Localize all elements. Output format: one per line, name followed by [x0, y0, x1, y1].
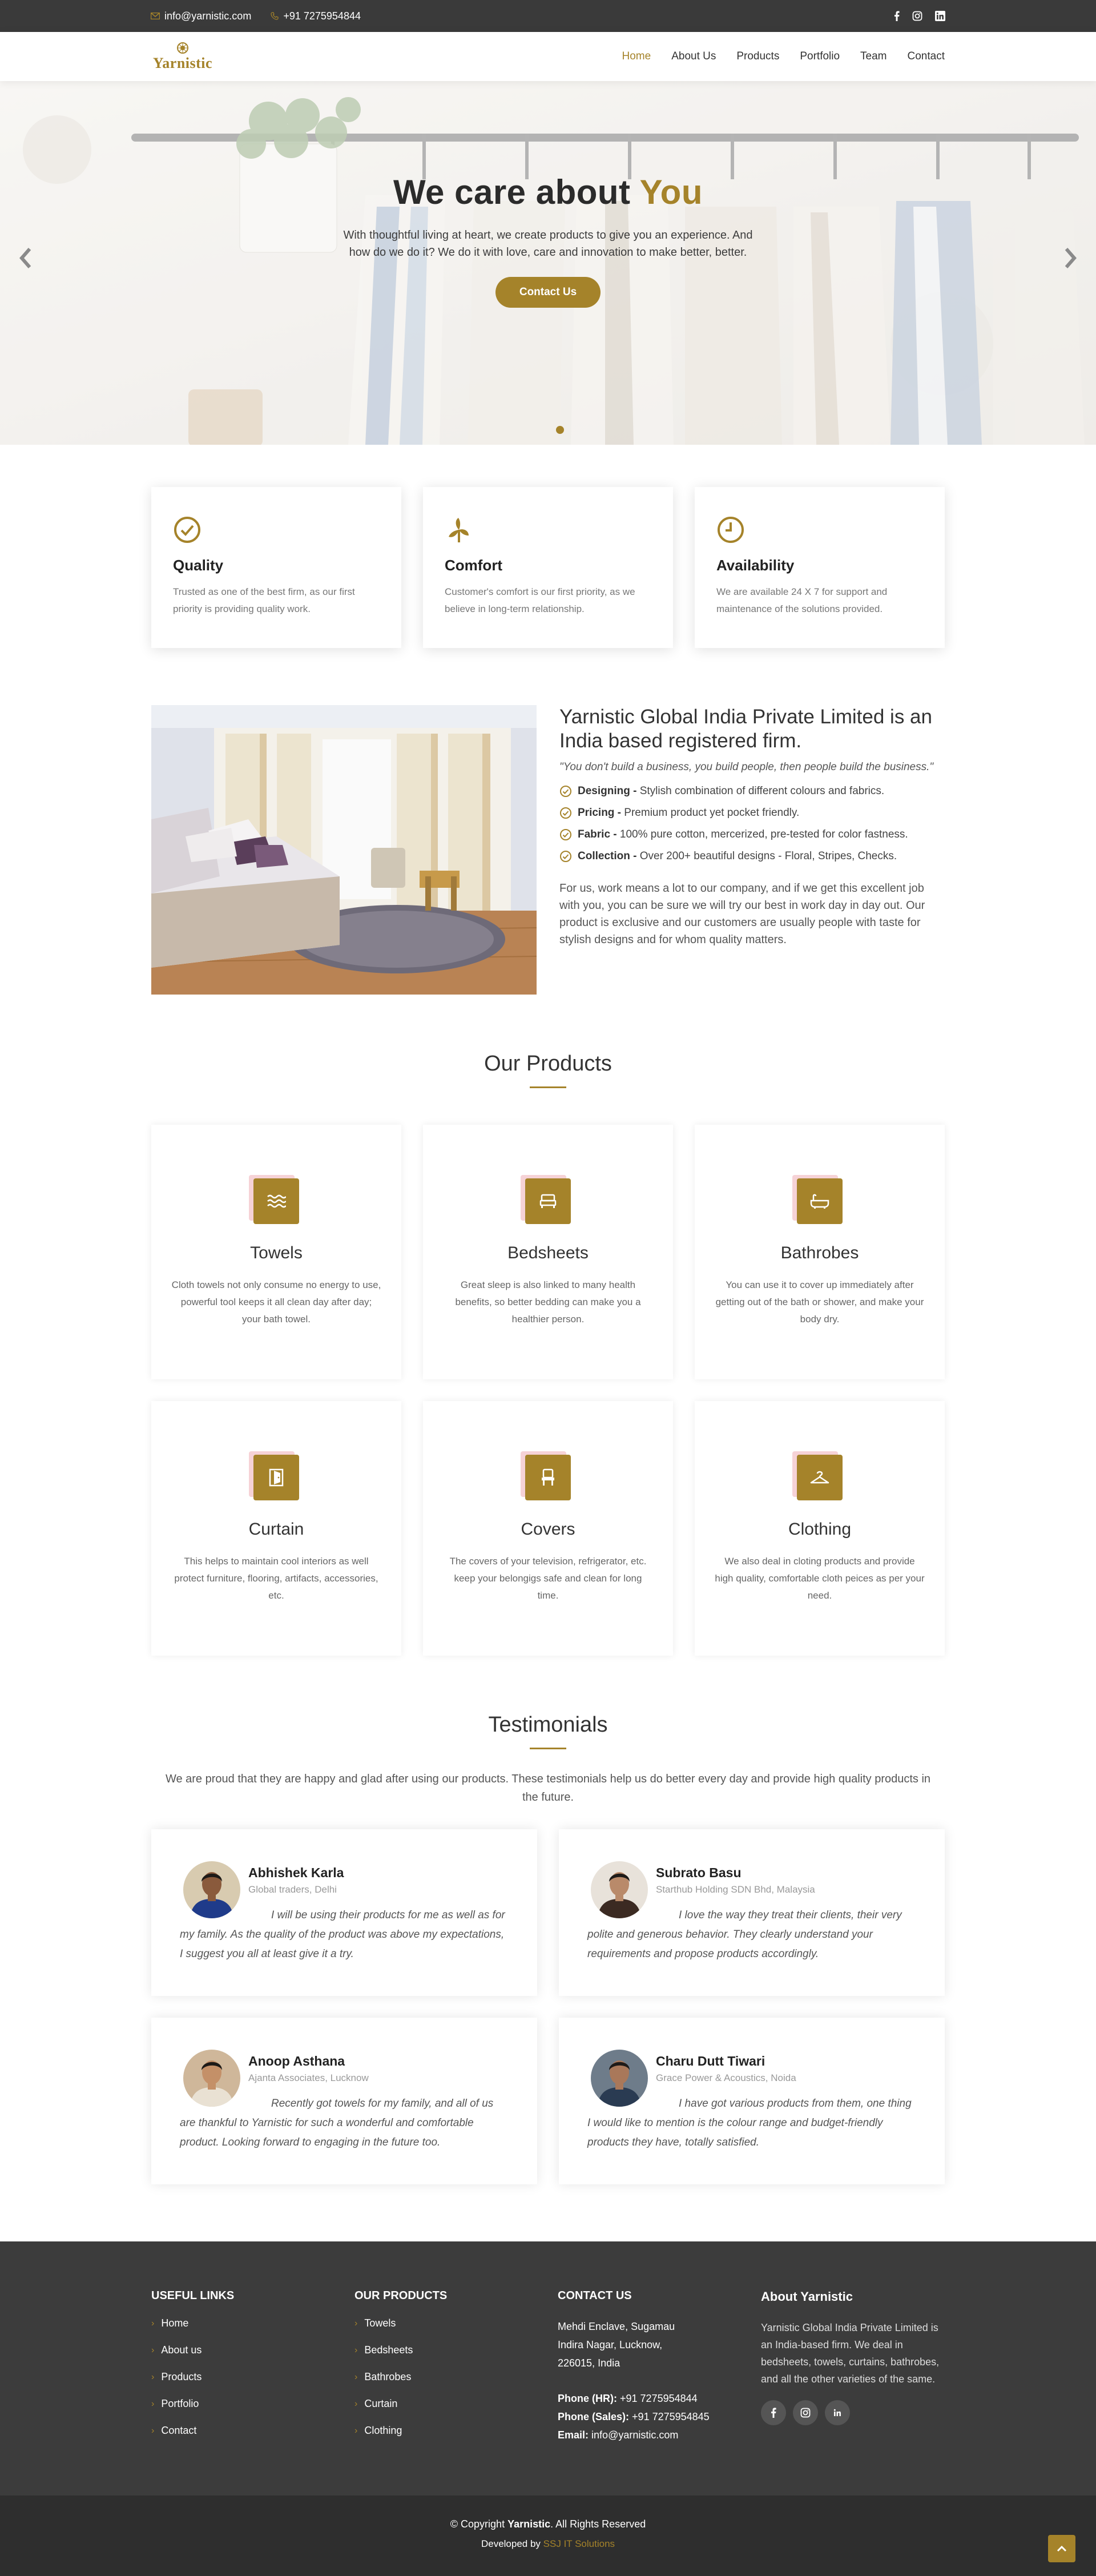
product-title: Clothing — [788, 1520, 852, 1539]
footer-email[interactable]: info@yarnistic.com — [591, 2429, 679, 2441]
chevron-right-icon: › — [354, 2372, 358, 2382]
feature-title: Quality — [173, 557, 224, 574]
facebook-icon[interactable] — [761, 2400, 786, 2425]
phone-hr[interactable]: +91 7275954844 — [620, 2393, 698, 2404]
about-point-label: Collection - — [578, 850, 637, 862]
topbar-email[interactable] — [151, 10, 251, 22]
title-underline — [530, 1086, 566, 1088]
product-card-covers[interactable] — [423, 1401, 673, 1656]
footer-heading: CONTACT US — [558, 2289, 632, 2302]
chair-icon — [525, 1455, 571, 1500]
about-point-label: Pricing - — [578, 807, 622, 819]
products-heading — [151, 1052, 945, 1088]
hero-title-accent: You — [639, 173, 703, 211]
envelope-icon — [151, 13, 160, 19]
footer-phones — [558, 2389, 761, 2444]
linkedin-icon[interactable] — [935, 11, 945, 21]
hero-carousel — [0, 81, 1096, 445]
testimonial-text: Recently got towels for my family, and all of us are thankful to Yarnistic for such a wonderful and comfortable product. Looking forward to engaging in the future too. — [180, 2098, 494, 2148]
hanger-icon — [797, 1455, 843, 1500]
about-point — [559, 828, 945, 841]
feature-text: Trusted as one of the best firm, as our first priority is providing quality work. — [173, 586, 355, 614]
products-grid — [151, 1125, 945, 1656]
feature-card-availability — [695, 487, 945, 648]
door-icon — [253, 1455, 299, 1500]
testimonial-card — [559, 1829, 945, 1996]
footer-link-label: Bedsheets — [364, 2344, 413, 2356]
testimonials-heading — [151, 1713, 945, 1749]
footer-link-label: Portfolio — [161, 2398, 199, 2409]
footer-link[interactable] — [354, 2371, 558, 2383]
footer-about-text: Yarnistic Global India Private Limited is an India-based firm. We deal in bedsheets, towels, curtains, bathrobes, and all the other varieties of the same. — [761, 2322, 940, 2385]
copyright-prefix: © Copyright — [450, 2518, 505, 2530]
address-line: Mehdi Enclave, Sugamau — [558, 2321, 675, 2332]
check-circle-icon — [173, 516, 202, 544]
product-text: We also deal in cloting products and provide high quality, comfortable cloth peices as per your need. — [715, 1556, 925, 1601]
hero-text: With thoughtful living at heart, we create products to give you an experience. And how do we do it? We do it with love, care and innovation to make better, better. — [343, 229, 753, 259]
main-nav — [622, 50, 945, 63]
hero-title-main: We care about — [393, 173, 631, 211]
product-title: Covers — [521, 1520, 575, 1539]
about-quote: "You don't build a business, you build people, then people build the business." — [559, 761, 934, 773]
about-point — [559, 850, 945, 863]
fan-icon — [445, 516, 473, 544]
email-label: Email: — [558, 2429, 589, 2441]
testimonial-card — [559, 2018, 945, 2184]
testimonial-text: I love the way they treat their clients, their very polite and generous behavior. They clearly understand your requirements and propose products accordingly. — [587, 1909, 902, 1960]
testimonial-company: Global traders, Delhi — [248, 1884, 337, 1895]
top-bar — [0, 0, 1096, 32]
waves-icon — [253, 1178, 299, 1224]
avatar — [183, 2050, 240, 2107]
testimonial-name: Abhishek Karla — [248, 1865, 344, 1880]
copyright-suffix: . All Rights Reserved — [550, 2518, 646, 2530]
about-paragraph: For us, work means a lot to our company, and if we get this excellent job with you, you can be sure we will try our best in work day in day out. Our product is exclusive and our customers are usually people with taste for stylish designs and for whom quality matters. — [559, 882, 925, 946]
features-row — [151, 487, 945, 648]
carousel-next-icon[interactable] — [1064, 247, 1078, 269]
logo-text: Yarnistic — [152, 55, 213, 71]
logo-emblem-icon — [175, 41, 191, 55]
feature-text: We are available 24 X 7 for support and maintenance of the solutions provided. — [716, 586, 888, 614]
footer-link[interactable] — [151, 2398, 354, 2410]
testimonial-company: Ajanta Associates, Lucknow — [248, 2072, 369, 2083]
hero-content — [0, 172, 1096, 308]
developed-by-label: Developed by — [481, 2538, 541, 2549]
nav-portfolio[interactable]: Portfolio — [800, 50, 840, 62]
instagram-icon[interactable] — [912, 11, 922, 21]
phone-icon — [271, 12, 279, 20]
product-title: Bathrobes — [780, 1243, 859, 1262]
product-card-bathrobes[interactable] — [695, 1125, 945, 1379]
testimonial-name: Charu Dutt Tiwari — [656, 2054, 765, 2068]
chevron-right-icon: › — [151, 2372, 155, 2382]
footer-link-label: Towels — [364, 2317, 396, 2329]
product-title: Bedsheets — [507, 1243, 589, 1262]
nav-home[interactable]: Home — [622, 50, 651, 62]
topbar-email-text: info@yarnistic.com — [164, 10, 252, 22]
facebook-icon[interactable] — [894, 11, 900, 21]
footer-heading: About Yarnistic — [761, 2289, 853, 2304]
about-point-text: Over 200+ beautiful designs - Floral, Stripes, Checks. — [639, 850, 897, 862]
chevron-right-icon: › — [151, 2345, 155, 2355]
product-text: The covers of your television, refrigerator, etc. keep your belongigs safe and clean for long time. — [449, 1556, 647, 1601]
product-text: This helps to maintain cool interiors as well protect furniture, flooring, artifacts, accessories, etc. — [174, 1556, 378, 1601]
footer-link[interactable] — [151, 2371, 354, 2383]
about-point-text: Stylish combination of different colours and fabrics. — [639, 785, 885, 797]
check-circle-icon — [559, 828, 572, 841]
clock-icon — [716, 516, 745, 544]
footer-link[interactable] — [354, 2344, 558, 2356]
check-circle-icon — [559, 807, 572, 819]
footer-products — [354, 2289, 558, 2452]
chevron-right-icon: › — [354, 2398, 358, 2409]
footer-address — [558, 2317, 761, 2372]
nav-contact[interactable]: Contact — [907, 50, 945, 62]
footer-link-label: Contact — [161, 2425, 197, 2436]
linkedin-icon[interactable] — [825, 2400, 850, 2425]
footer-link-label: Clothing — [364, 2425, 402, 2436]
footer-link[interactable] — [354, 2398, 558, 2410]
footer-heading: USEFUL LINKS — [151, 2289, 235, 2302]
topbar-phone[interactable] — [271, 10, 361, 22]
copyright-brand: Yarnistic — [507, 2518, 551, 2530]
footer-link-label: Home — [161, 2317, 189, 2329]
about-point-label: Fabric - — [578, 828, 617, 840]
footer-link-label: Products — [161, 2371, 202, 2382]
testimonial-text: I will be using their products for me as well as for my family. As the quality of the product was above my expectations, I suggest you all at least give it a try. — [180, 1909, 505, 1960]
footer-link[interactable] — [354, 2317, 558, 2329]
nav-about[interactable]: About Us — [671, 50, 716, 62]
footer-social — [761, 2400, 944, 2425]
carousel-indicator[interactable] — [556, 426, 564, 434]
feature-card-comfort — [423, 487, 673, 648]
testimonial-name: Subrato Basu — [656, 1865, 742, 1880]
nav-products[interactable]: Products — [736, 50, 780, 62]
footer-link[interactable] — [354, 2425, 558, 2437]
product-text: Great sleep is also linked to many health benefits, so better bedding can make you a healthier person. — [455, 1279, 641, 1325]
hero-title — [0, 172, 1096, 212]
chevron-right-icon: › — [151, 2398, 155, 2409]
feature-title: Comfort — [445, 557, 503, 574]
chevron-right-icon: › — [354, 2345, 358, 2355]
about-point-text: 100% pure cotton, mercerized, pre-tested for color fastness. — [619, 828, 908, 840]
section-title: Testimonials — [488, 1713, 608, 1737]
about-title: Yarnistic Global India Private Limited is an India based registered firm. — [559, 706, 932, 752]
avatar — [591, 1861, 648, 1918]
about-points — [559, 785, 945, 863]
nav-team[interactable]: Team — [860, 50, 887, 62]
about-section — [151, 705, 945, 995]
title-underline — [530, 1748, 566, 1749]
site-footer — [0, 2241, 1096, 2496]
main-header — [0, 32, 1096, 81]
bedroom-image — [151, 705, 537, 995]
address-line: 226015, India — [558, 2357, 620, 2369]
footer-link-label: Bathrobes — [364, 2371, 412, 2382]
carousel-prev-icon[interactable] — [18, 247, 32, 269]
developer-line — [0, 2538, 1096, 2550]
check-circle-icon — [559, 850, 572, 863]
bed-icon — [525, 1178, 571, 1224]
bathtub-icon — [797, 1178, 843, 1224]
address-line: Indira Nagar, Lucknow, — [558, 2339, 663, 2350]
product-text: You can use it to cover up immediately after getting out of the bath or shower, and make your body dry. — [715, 1279, 924, 1325]
testimonial-company: Grace Power & Acoustics, Noida — [656, 2072, 796, 2083]
testimonials-intro: We are proud that they are happy and glad after using our products. These testimonials help us do better every day and provide high quality products in the future. — [165, 1773, 931, 1804]
chevron-right-icon: › — [151, 2425, 155, 2436]
feature-title: Availability — [716, 557, 795, 574]
product-title: Curtain — [248, 1520, 304, 1539]
footer-about — [761, 2289, 944, 2452]
footer-contact — [558, 2289, 761, 2452]
product-card-towels[interactable] — [151, 1125, 401, 1379]
footer-useful-links — [151, 2289, 354, 2452]
about-point-label: Designing - — [578, 785, 637, 797]
avatar — [183, 1861, 240, 1918]
feature-card-quality — [151, 487, 401, 648]
footer-link-label: Curtain — [364, 2398, 398, 2409]
footer-heading: OUR PRODUCTS — [354, 2289, 448, 2302]
about-point — [559, 785, 945, 798]
product-card-clothing[interactable] — [695, 1401, 945, 1656]
brand-logo[interactable] — [151, 41, 214, 72]
footer-link[interactable] — [151, 2344, 354, 2356]
back-to-top-button[interactable] — [1048, 2535, 1075, 2562]
footer-link[interactable] — [151, 2317, 354, 2329]
chevron-up-icon — [1057, 2545, 1067, 2552]
feature-text: Customer's comfort is our first priority, as we believe in long-term relationship. — [445, 586, 635, 614]
footer-link-label: About us — [161, 2344, 202, 2356]
hero-contact-button[interactable]: Contact Us — [495, 277, 601, 308]
chevron-right-icon: › — [151, 2318, 155, 2328]
instagram-icon[interactable] — [793, 2400, 818, 2425]
testimonial-card — [151, 1829, 537, 1996]
phone-hr-label: Phone (HR): — [558, 2393, 617, 2404]
phone-sales-label: Phone (Sales): — [558, 2411, 630, 2422]
product-title: Towels — [250, 1243, 303, 1262]
testimonial-text: I have got various products from them, one thing I would like to mention is the colour range and budget-friendly products they have, totally satisfied. — [587, 2098, 912, 2148]
testimonials-grid — [151, 1829, 945, 2184]
testimonial-card — [151, 2018, 537, 2184]
copyright-line — [0, 2518, 1096, 2530]
testimonial-company: Starthub Holding SDN Bhd, Malaysia — [656, 1884, 815, 1895]
section-title: Our Products — [484, 1052, 612, 1076]
check-circle-icon — [559, 785, 572, 798]
about-point-text: Premium product yet pocket friendly. — [624, 807, 800, 819]
about-point — [559, 807, 945, 819]
footer-link[interactable] — [151, 2425, 354, 2437]
copyright-bar — [0, 2496, 1096, 2576]
topbar-phone-text: +91 7275954844 — [283, 10, 361, 22]
product-card-bedsheets[interactable] — [423, 1125, 673, 1379]
chevron-right-icon: › — [354, 2318, 358, 2328]
testimonial-name: Anoop Asthana — [248, 2054, 345, 2068]
product-card-curtain[interactable] — [151, 1401, 401, 1656]
chevron-right-icon: › — [354, 2425, 358, 2436]
developer-link[interactable]: SSJ IT Solutions — [543, 2538, 615, 2549]
phone-sales[interactable]: +91 7275954845 — [632, 2411, 710, 2422]
avatar — [591, 2050, 648, 2107]
product-text: Cloth towels not only consume no energy to use, powerful tool keeps it all clean day after day; your bath towel. — [171, 1279, 381, 1325]
